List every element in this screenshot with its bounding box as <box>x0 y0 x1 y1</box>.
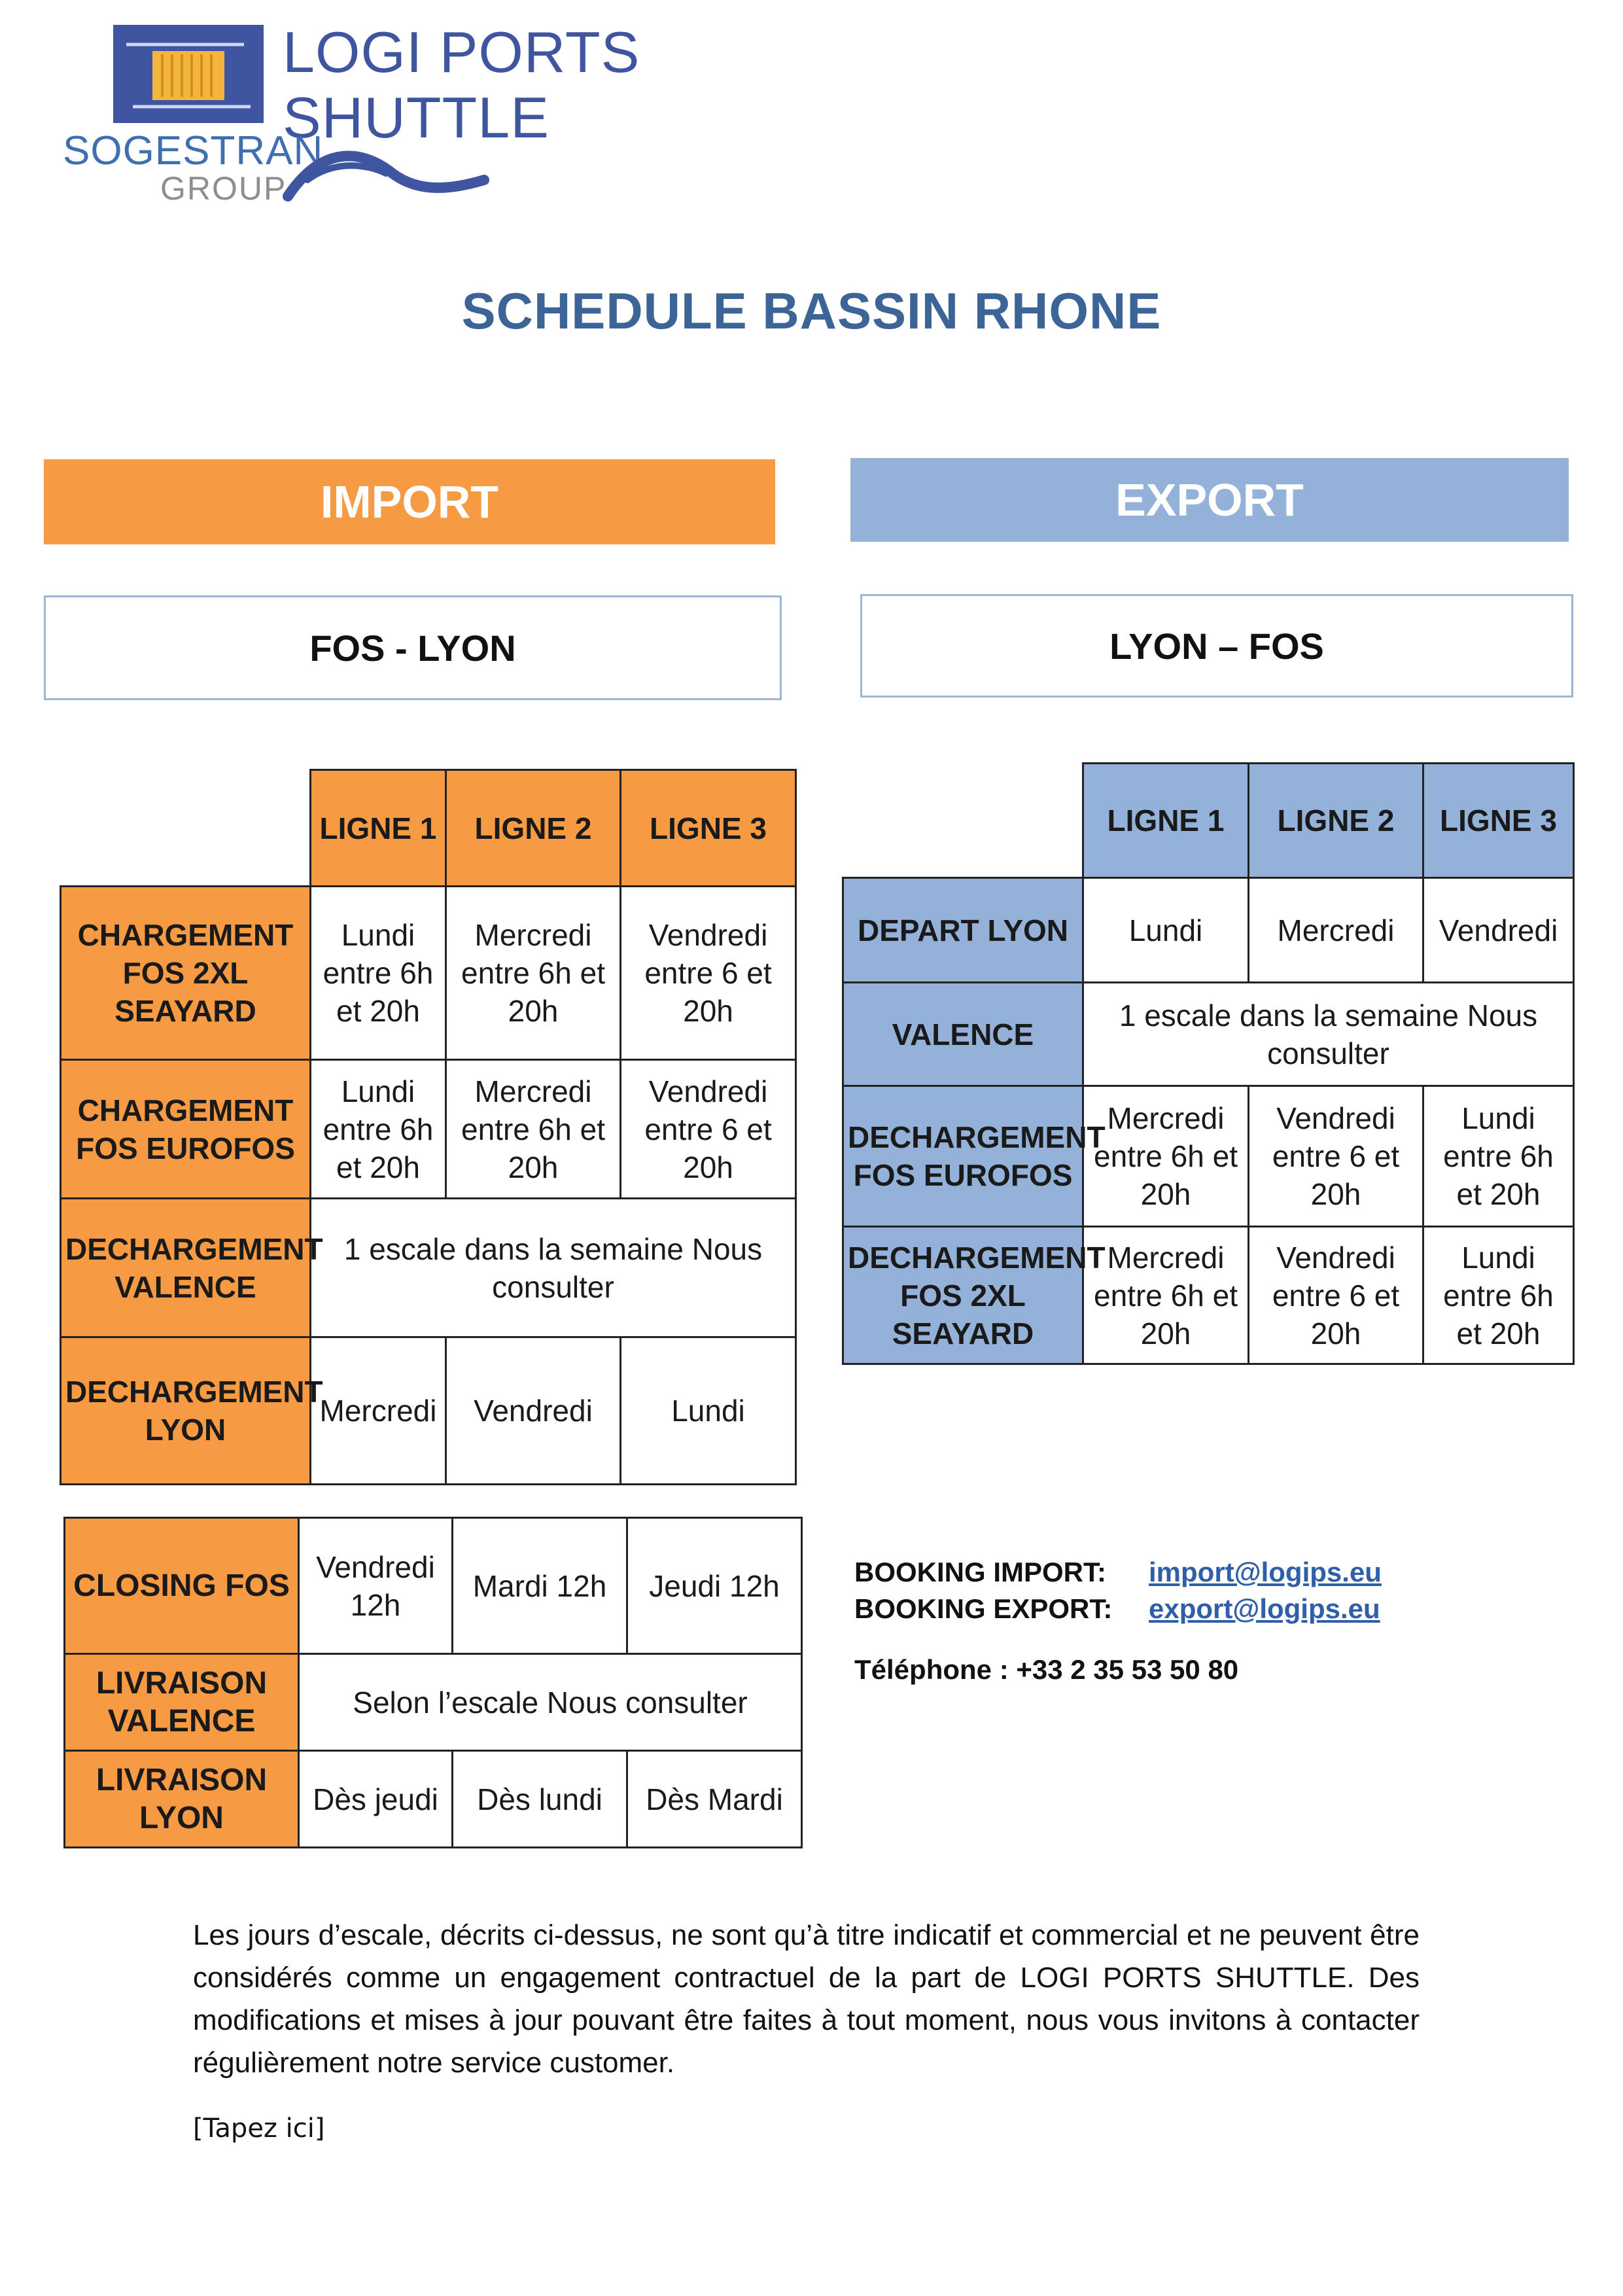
row-label: VALENCE <box>843 983 1083 1086</box>
table-cell: Vendredi entre 6 et 20h <box>1249 1227 1423 1364</box>
table-cell-merged: Selon l’escale Nous consulter <box>299 1654 802 1751</box>
row-label: DECHARGEMENT FOS EUROFOS <box>843 1086 1083 1227</box>
logo-group-name: SOGESTRAN <box>63 128 324 173</box>
table-cell: Vendredi entre 6 et 20h <box>621 1060 796 1199</box>
table-cell: Lundi entre 6h et 20h <box>311 1060 446 1199</box>
table-row <box>61 1199 796 1337</box>
table-header-row <box>843 764 1574 878</box>
booking-import-row <box>854 1554 1382 1591</box>
table-cell: Mercredi <box>1249 878 1423 983</box>
export-banner: EXPORT <box>850 458 1569 542</box>
import-route: FOS - LYON <box>44 595 782 700</box>
row-label: CLOSING FOS <box>65 1518 299 1654</box>
table-row <box>61 1337 796 1485</box>
column-header: LIGNE 1 <box>1083 764 1249 878</box>
table-cell: Mercredi entre 6h et 20h <box>1083 1227 1249 1364</box>
table-cell: Mercredi entre 6h et 20h <box>446 887 621 1060</box>
table-row <box>61 887 796 1060</box>
row-label: CHARGEMENT FOS EUROFOS <box>61 1060 311 1199</box>
table-cell: Vendredi entre 6 et 20h <box>621 887 796 1060</box>
logo-wordmark <box>283 20 640 150</box>
row-label: LIVRAISON LYON <box>65 1751 299 1848</box>
table-row <box>843 1086 1574 1227</box>
import-schedule-table <box>60 769 797 1485</box>
placeholder-text[interactable]: [Tapez ici] <box>193 2113 325 2144</box>
column-header: LIGNE 3 <box>1423 764 1574 878</box>
import-closing-table <box>63 1517 803 1848</box>
page-title: SCHEDULE BASSIN RHONE <box>461 282 1162 340</box>
table-cell-merged: 1 escale dans la semaine Nous consulter <box>1083 983 1574 1086</box>
table-cell: Vendredi entre 6 et 20h <box>1249 1086 1423 1227</box>
booking-export-email-link[interactable]: export@logips.eu <box>1149 1593 1380 1624</box>
table-row <box>65 1654 802 1751</box>
table-cell: Vendredi <box>1423 878 1574 983</box>
table-cell: Mercredi entre 6h et 20h <box>1083 1086 1249 1227</box>
table-cell: Lundi entre 6h et 20h <box>1423 1227 1574 1364</box>
table-cell: Lundi entre 6h et 20h <box>311 887 446 1060</box>
booking-contacts <box>854 1554 1382 1627</box>
booking-export-row <box>854 1591 1382 1627</box>
table-row <box>61 1060 796 1199</box>
logo-line-2: SHUTTLE <box>283 85 550 150</box>
disclaimer-text: Les jours d’escale, décrits ci-dessus, ne sont qu’à titre indicatif et commercial et ne peuvent être considérés comme un engagement contractuel de la part de LOGI PORTS SHUTTLE. Des modifications et mises à jour pouvant être faites à tout moment, nous vous invitons à contacter régulièrement notre service customer. <box>193 1919 1420 2079</box>
table-cell: Vendredi <box>446 1337 621 1485</box>
table-cell: Dès Mardi <box>627 1751 802 1848</box>
table-cell: Mercredi <box>311 1337 446 1485</box>
row-label: CHARGEMENT FOS 2XL SEAYARD <box>61 887 311 1060</box>
logo-line-1: LOGI PORTS <box>283 20 640 84</box>
table-cell: Jeudi 12h <box>627 1518 802 1654</box>
booking-import-label: BOOKING IMPORT: <box>854 1557 1106 1587</box>
table-row <box>65 1751 802 1848</box>
container-icon <box>113 25 264 123</box>
table-row <box>843 878 1574 983</box>
row-label: DECHARGEMENT VALENCE <box>61 1199 311 1337</box>
table-cell-merged: 1 escale dans la semaine Nous consulter <box>311 1199 796 1337</box>
booking-export-label: BOOKING EXPORT: <box>854 1593 1113 1624</box>
row-label: LIVRAISON VALENCE <box>65 1654 299 1751</box>
table-cell: Dès lundi <box>453 1751 627 1848</box>
wave-icon <box>281 134 491 206</box>
table-cell: Lundi entre 6h et 20h <box>1423 1086 1574 1227</box>
table-cell: Lundi <box>1083 878 1249 983</box>
logo-container-icon <box>113 25 264 123</box>
table-cell: Lundi <box>621 1337 796 1485</box>
row-label: DEPART LYON <box>843 878 1083 983</box>
table-corner <box>843 764 1083 878</box>
export-route: LYON – FOS <box>860 594 1573 698</box>
export-schedule-table <box>842 762 1575 1365</box>
column-header: LIGNE 3 <box>621 770 796 887</box>
import-banner: IMPORT <box>44 459 775 544</box>
row-label: DECHARGEMENT LYON <box>61 1337 311 1485</box>
column-header: LIGNE 2 <box>1249 764 1423 878</box>
table-cell: Mardi 12h <box>453 1518 627 1654</box>
table-corner <box>61 770 311 887</box>
table-row <box>65 1518 802 1654</box>
booking-import-email-link[interactable]: import@logips.eu <box>1149 1557 1382 1587</box>
table-row <box>843 983 1574 1086</box>
row-label: DECHARGEMENT FOS 2XL SEAYARD <box>843 1227 1083 1364</box>
column-header: LIGNE 1 <box>311 770 446 887</box>
table-cell: Mercredi entre 6h et 20h <box>446 1060 621 1199</box>
table-cell: Dès jeudi <box>299 1751 453 1848</box>
phone-number: Téléphone : +33 2 35 53 50 80 <box>854 1654 1239 1685</box>
table-row <box>843 1227 1574 1364</box>
logo-group-label: GROUP <box>160 170 287 207</box>
table-header-row <box>61 770 796 887</box>
column-header: LIGNE 2 <box>446 770 621 887</box>
table-cell: Vendredi 12h <box>299 1518 453 1654</box>
